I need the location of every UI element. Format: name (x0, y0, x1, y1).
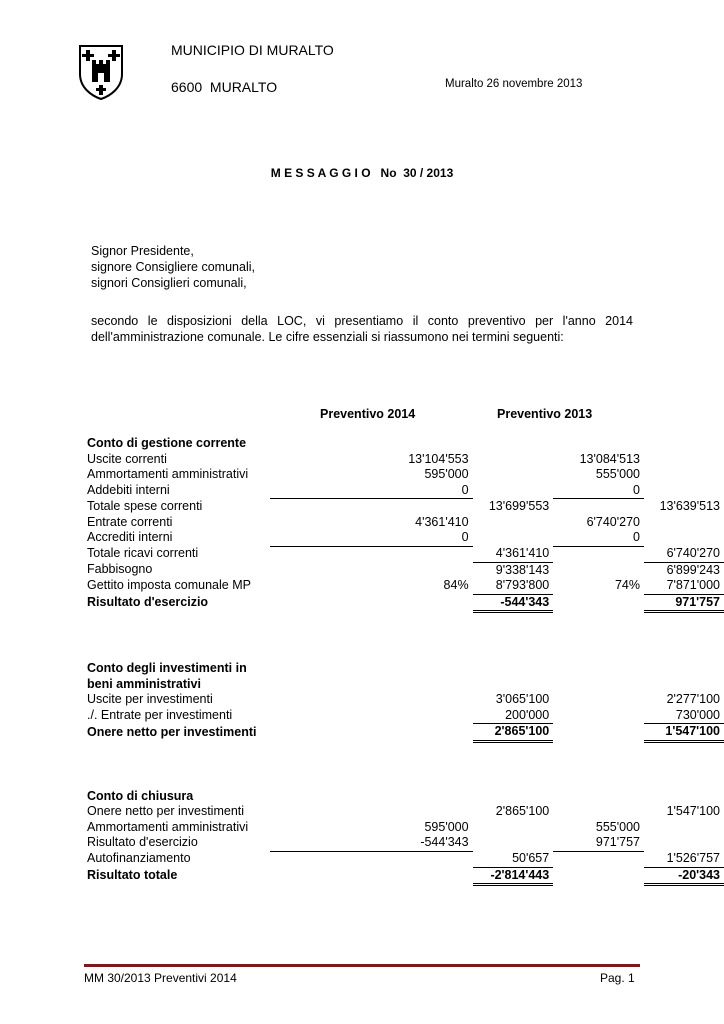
cell-2014-total (473, 530, 554, 546)
cell-2013-partial (553, 594, 644, 612)
cell-2013-total: 971'757 (644, 594, 724, 612)
section-heading-text: Conto di gestione corrente (87, 436, 247, 450)
row-label: Accrediti interni (87, 530, 173, 545)
cell-2013-partial: 971'757 (553, 835, 644, 851)
cell-2014-total: 2'865'100 (495, 804, 550, 818)
section-heading-text: Conto di chiusura (87, 788, 194, 803)
row-label: Entrate correnti (87, 514, 173, 529)
footer-rule (84, 964, 640, 967)
municipal-crest-icon (78, 44, 124, 100)
cell-2013-total (644, 467, 724, 483)
greeting-line: signore Consigliere comunali, (91, 260, 255, 274)
cell-2014-partial: -544'343 (270, 835, 473, 851)
table-row (84, 867, 724, 885)
cell-2013-partial: 13'084'513 (579, 451, 640, 466)
row-label: Totale spese correnti (87, 498, 203, 513)
row-label: Ammortamenti amministrativi (87, 819, 249, 834)
table-row (84, 835, 724, 851)
cell-2014-total (473, 467, 554, 483)
cell-2014-partial (270, 804, 473, 820)
municipality-name: MUNICIPIO DI MURALTO (171, 42, 334, 58)
cell-2013-partial (553, 804, 644, 820)
table-row (84, 546, 724, 562)
cell-2014-total: -2'814'443 (473, 867, 554, 885)
row-label: Addebiti interni (87, 482, 170, 497)
cell-2014-partial (270, 724, 473, 742)
row-label: Uscite per investimenti (87, 692, 213, 706)
section-heading-text: Conto degli investimenti in (87, 661, 247, 675)
table-row (84, 499, 724, 515)
cell-2014-total: 2'865'100 (473, 724, 554, 742)
cell-2013-total: 6'740'270 (644, 546, 724, 562)
cell-2013-partial (553, 546, 644, 562)
cell-2013-partial (553, 867, 644, 885)
cell-2014-partial: 13'104'553 (408, 451, 469, 466)
cell-2014-partial: 0 (270, 530, 473, 546)
cell-2014-total: 9'338'143 (495, 562, 550, 577)
cell-2013-total: 1'547'100 (644, 724, 724, 742)
section-spacer (84, 766, 724, 789)
cell-2014-partial (270, 562, 473, 578)
cell-2013-total (644, 820, 724, 836)
cell-2013-partial: 555'000 (595, 467, 640, 481)
cell-2013-total (644, 530, 724, 546)
cell-2013-partial (553, 708, 644, 724)
row-label: Autofinanziamento (87, 851, 191, 866)
section-heading (84, 436, 724, 452)
table-row (84, 530, 724, 546)
table-row (84, 692, 724, 708)
footer-reference: MM 30/2013 Preventivi 2014 (84, 971, 237, 985)
greeting-line: Signor Presidente, (91, 244, 194, 258)
cell-2014-total: 4'361'410 (473, 546, 554, 562)
cell-2013-total: 1'526'757 (644, 851, 724, 867)
document-date: Muralto 26 novembre 2013 (445, 78, 583, 90)
row-label: Ammortamenti amministrativi (87, 467, 249, 481)
cell-2014-partial: 595'000 (424, 819, 469, 834)
row-label: Risultato d'esercizio (87, 835, 198, 850)
cell-2013-partial (553, 499, 644, 515)
cell-2014-partial: 4'361'410 (415, 514, 469, 529)
cell-2014-partial: 595'000 (424, 467, 469, 481)
row-label: ./. Entrate per investimenti (87, 707, 233, 722)
cell-2014-total (473, 515, 554, 531)
cell-2014-total (473, 452, 554, 468)
table-row (84, 851, 724, 867)
cell-2014-partial (270, 851, 473, 867)
table-row (84, 724, 724, 742)
table-row (84, 708, 724, 724)
section-spacer (84, 612, 724, 638)
municipality-address: 6600 MURALTO (171, 79, 278, 95)
section-heading (84, 789, 724, 805)
section-heading-text: beni amministrativi (87, 676, 201, 691)
cell-2013-total (644, 835, 724, 851)
cell-2013-partial: 0 (553, 530, 644, 546)
table-row (84, 578, 724, 594)
table-row (84, 804, 724, 820)
section-spacer (84, 637, 724, 661)
cell-2013-partial: 74% (614, 578, 640, 593)
greeting-line: signori Consiglieri comunali, (91, 276, 247, 290)
section-heading (84, 677, 724, 693)
section-spacer (84, 741, 724, 766)
table-row (84, 467, 724, 483)
column-header-2013: Preventivo 2013 (497, 407, 593, 421)
cell-2013-total (644, 483, 724, 499)
cell-2013-partial: 0 (553, 483, 644, 499)
cell-2013-total: 6'899'243 (666, 562, 720, 577)
cell-2014-partial (270, 594, 473, 612)
page-number: Pag. 1 (600, 971, 635, 985)
message-title: M E S S A G G I O No 30 / 2013 (270, 166, 454, 180)
row-label: Totale ricavi correnti (87, 546, 199, 561)
table-row (84, 562, 724, 578)
cell-2014-partial (270, 499, 473, 515)
cell-2013-partial (553, 851, 644, 867)
cell-2014-partial (270, 708, 473, 724)
cell-2013-total: 730'000 (644, 708, 724, 724)
greeting (91, 243, 255, 291)
row-label: Fabbisogno (87, 562, 153, 577)
cell-2013-total (644, 515, 724, 531)
cell-2014-total: 3'065'100 (495, 692, 550, 706)
row-label: Risultato totale (87, 868, 178, 882)
cell-2013-partial: 6'740'270 (586, 514, 640, 529)
section-heading (84, 661, 724, 677)
cell-2013-partial: 555'000 (595, 819, 640, 834)
intro-paragraph: secondo le disposizioni della LOC, vi presentiamo il conto preventivo per l'anno 2014 dell'amministrazione comunale. Le cifre essenziali si riassumono nei termini seguenti: (91, 314, 633, 344)
row-label: Gettito imposta comunale MP (87, 578, 251, 593)
cell-2013-partial (553, 562, 644, 578)
budget-table (84, 436, 724, 886)
cell-2014-total: 13'699'553 (488, 498, 550, 513)
cell-2014-total: 50'657 (473, 851, 554, 867)
cell-2014-partial (270, 692, 473, 708)
table-row (84, 515, 724, 531)
table-row (84, 452, 724, 468)
row-label: Onere netto per investimenti (87, 724, 257, 739)
cell-2014-total: -544'343 (473, 594, 554, 612)
cell-2014-total: 200'000 (473, 708, 554, 724)
cell-2014-partial: 0 (270, 483, 473, 499)
cell-2014-total (473, 820, 554, 836)
cell-2014-partial (270, 546, 473, 562)
cell-2014-partial (270, 867, 473, 885)
table-row (84, 820, 724, 836)
table-row (84, 483, 724, 499)
cell-2013-total: 7'871'000 (644, 578, 724, 594)
row-label: Uscite correnti (87, 451, 167, 466)
cell-2013-total: -20'343 (644, 867, 724, 885)
cell-2013-total: 1'547'100 (666, 804, 720, 818)
cell-2014-total (473, 835, 554, 851)
cell-2014-total: 8'793'800 (473, 578, 554, 594)
cell-2013-total: 13'639'513 (659, 498, 720, 513)
cell-2014-total (473, 483, 554, 499)
table-row (84, 594, 724, 612)
column-header-2014: Preventivo 2014 (320, 407, 416, 421)
row-label: Risultato d'esercizio (87, 595, 209, 609)
cell-2013-partial (553, 724, 644, 742)
cell-2014-partial: 84% (443, 578, 469, 593)
cell-2013-total: 2'277'100 (666, 692, 720, 706)
row-label: Onere netto per investimenti (87, 804, 245, 818)
cell-2013-partial (553, 692, 644, 708)
cell-2013-total (644, 452, 724, 468)
